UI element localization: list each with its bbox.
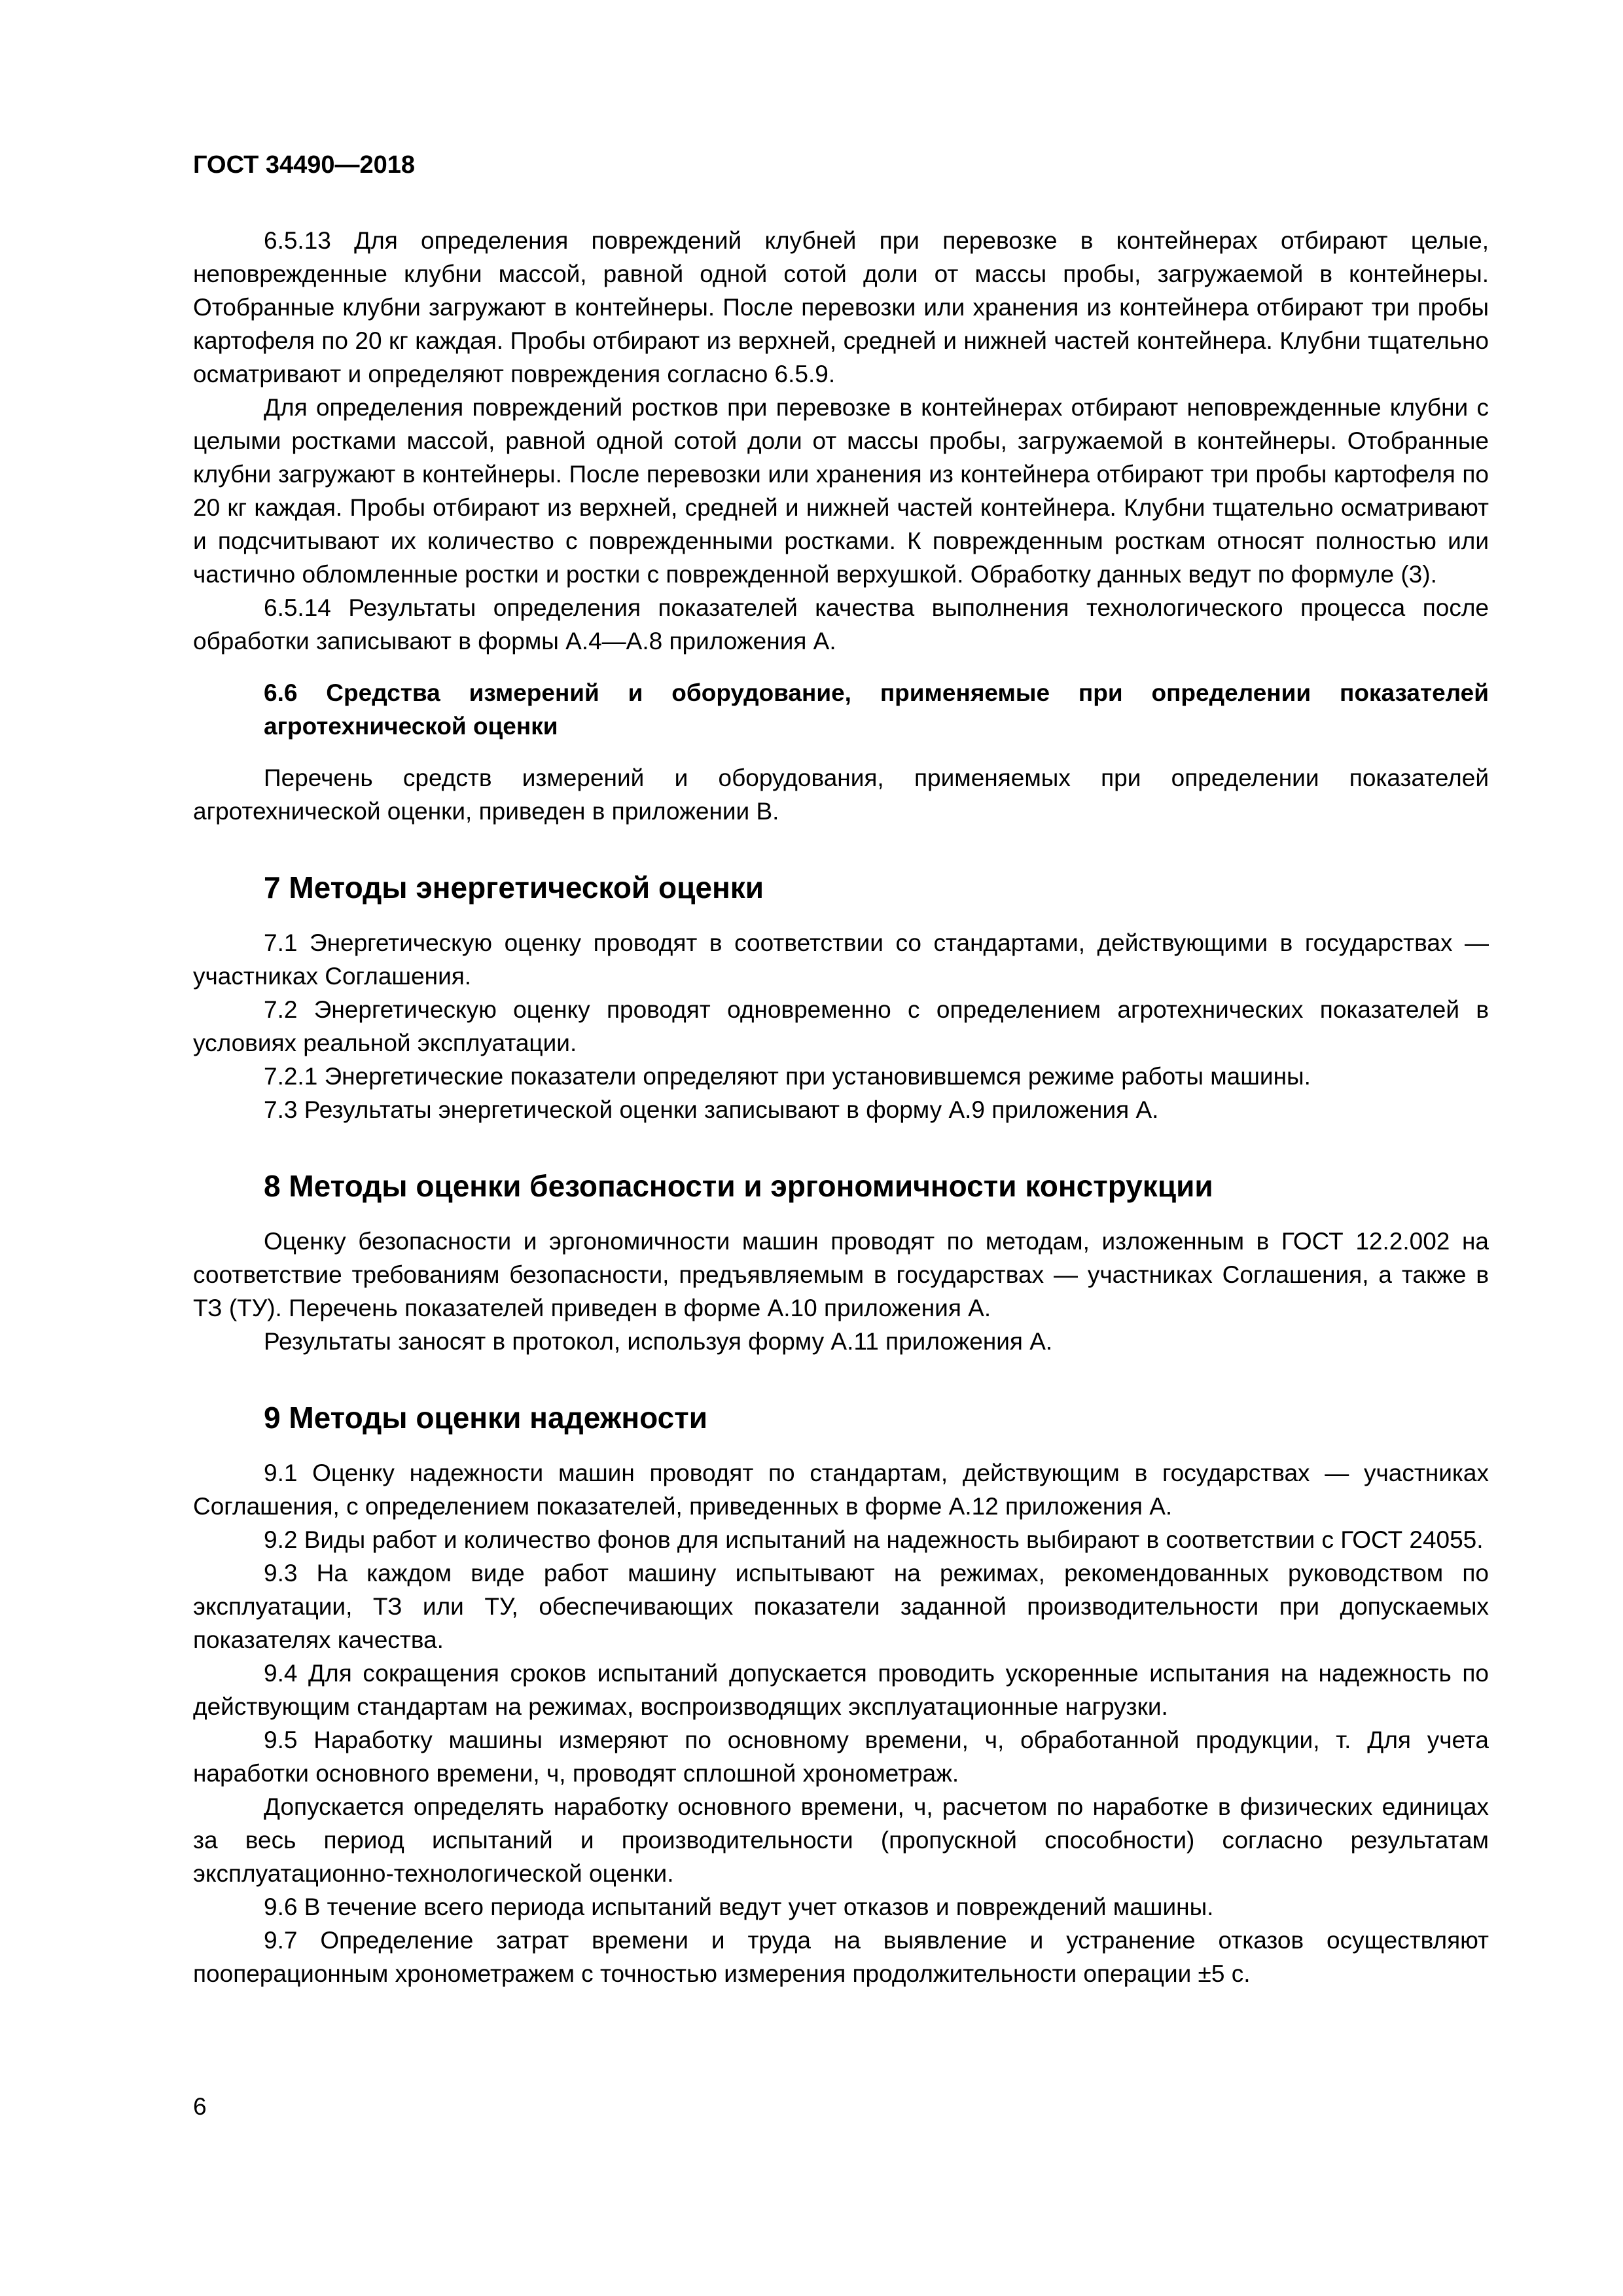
section-8-heading: 8 Методы оценки безопасности и эргономичности конструкции — [264, 1169, 1213, 1203]
paragraph-sprouts-damage: Для определения повреждений ростков при перевозке в контейнерах отбирают неповрежденные клубни с целыми ростками массой, равной одной сотой доли от массы пробы, загружаемой в контейнеры. Отобранные клубни загружают в контейнеры. После перевозки или хранения из контейнера отбирают три пробы картофеля по 20 кг каждая. Пробы отбирают из верхней, средней и нижней частей контейнера. Клубни тщательно осматривают и подсчитывают их количество с поврежденными ростками. К поврежденным росткам относят полностью или частично обломленные ростки и ростки с поврежденной верхушкой. Обработку данных ведут по формуле (3). — [193, 394, 1489, 588]
paragraph-6-5-13: 6.5.13 Для определения повреждений клубней при перевозке в контейнерах отбирают целые, неповрежденные клубни массой, равной одной сотой доли от массы пробы, загружаемой в контейнеры. Отобранные клубни загружают в контейнеры. После перевозки или хранения из контейнера отбирают три пробы картофеля по 20 кг каждая. Пробы отбирают из верхней, средней и нижней частей контейнера. Клубни тщательно осматривают и определяют повреждения согласно 6.5.9. — [193, 227, 1489, 387]
paragraph-6-5-14: 6.5.14 Результаты определения показателей качества выполнения технологического процесса после обработки записывают в формы А.4—А.8 приложения А. — [193, 594, 1489, 655]
paragraph-7-3: 7.3 Результаты энергетической оценки записывают в форму А.9 приложения А. — [264, 1096, 1159, 1123]
subsection-6-6-heading: 6.6 Средства измерений и оборудование, применяемые при определении показателей агротехнической оценки — [264, 679, 1489, 740]
document-body — [193, 224, 1489, 1990]
document-code-header: ГОСТ 34490—2018 — [193, 151, 416, 179]
paragraph-7-2: 7.2 Энергетическую оценку проводят одновременно с определением агротехнических показателей в условиях реальной эксплуатации. — [193, 996, 1489, 1056]
paragraph-9-7: 9.7 Определение затрат времени и труда на выявление и устранение отказов осуществляют пооперационным хронометражем с точностью измерения продолжительности операции ±5 с. — [193, 1927, 1489, 1987]
paragraph-9-2: 9.2 Виды работ и количество фонов для испытаний на надежность выбирают в соответствии с ГОСТ 24055. — [264, 1526, 1484, 1553]
paragraph-8-2: Результаты заносят в протокол, используя форму А.11 приложения А. — [264, 1328, 1053, 1355]
paragraph-9-6: 9.6 В течение всего периода испытаний ведут учет отказов и повреждений машины. — [264, 1893, 1214, 1920]
section-7-heading: 7 Методы энергетической оценки — [264, 870, 764, 905]
paragraph-9-5: 9.5 Наработку машины измеряют по основному времени, ч, обработанной продукции, т. Для учета наработки основного времени, ч, проводят сплошной хронометраж. — [193, 1727, 1489, 1787]
paragraph-6-6: Перечень средств измерений и оборудования, применяемых при определении показателей агротехнической оценки, приведен в приложении В. — [193, 764, 1489, 825]
section-9-heading: 9 Методы оценки надежности — [264, 1401, 707, 1435]
paragraph-9-4: 9.4 Для сокращения сроков испытаний допускается проводить ускоренные испытания на надежность по действующим стандартам на режимах, воспроизводящих эксплуатационные нагрузки. — [193, 1660, 1489, 1720]
paragraph-9-1: 9.1 Оценку надежности машин проводят по стандартам, действующим в государствах — участниках Соглашения, с определением показателей, приведенных в форме А.12 приложения А. — [193, 1460, 1489, 1520]
paragraph-9-3: 9.3 На каждом виде работ машину испытывают на режимах, рекомендованных руководством по эксплуатации, ТЗ или ТУ, обеспечивающих показатели заданной производительности при допускаемых показателях качества. — [193, 1560, 1489, 1653]
page-number: 6 — [193, 2093, 207, 2120]
paragraph-7-1: 7.1 Энергетическую оценку проводят в соответствии со стандартами, действующими в государствах — участниках Соглашения. — [193, 929, 1489, 990]
paragraph-7-2-1: 7.2.1 Энергетические показатели определяют при установившемся режиме работы машины. — [264, 1063, 1311, 1090]
paragraph-8-1: Оценку безопасности и эргономичности машин проводят по методам, изложенным в ГОСТ 12.2.002 на соответствие требованиям безопасности, предъявляемым в государствах — участниках Соглашения, а также в ТЗ (ТУ). Перечень показателей приведен в форме А.10 приложения А. — [193, 1228, 1489, 1321]
paragraph-9-5-note: Допускается определять наработку основного времени, ч, расчетом по наработке в физических единицах за весь период испытаний и производительности (пропускной способности) согласно результатам эксплуатационно-технологической оценки. — [193, 1793, 1489, 1887]
